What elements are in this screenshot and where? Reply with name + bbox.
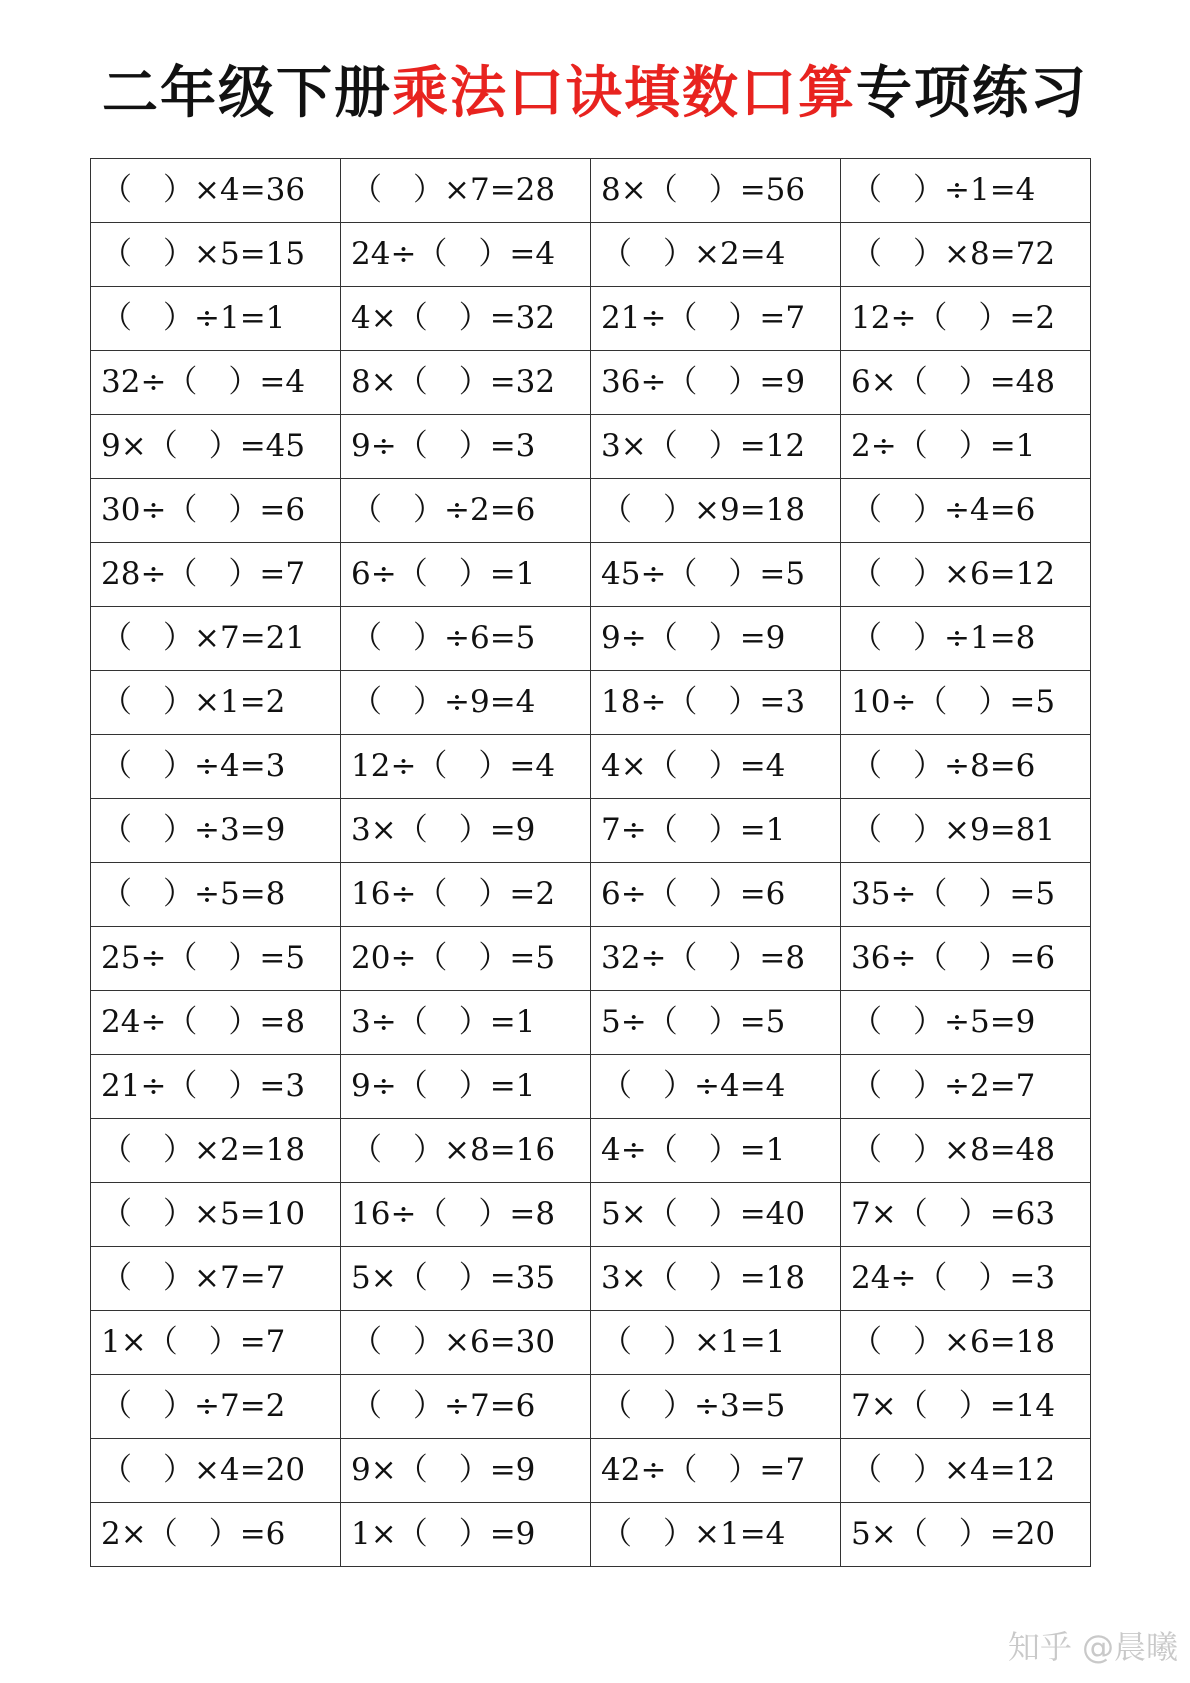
exercise-cell[interactable]: （ ）÷1=8 xyxy=(841,607,1091,671)
exercise-cell[interactable]: （ ）×5=10 xyxy=(91,1183,341,1247)
exercise-cell[interactable]: 42÷（ ）=7 xyxy=(591,1439,841,1503)
exercise-cell[interactable]: 6×（ ）=48 xyxy=(841,351,1091,415)
exercise-cell[interactable]: 4×（ ）=32 xyxy=(341,287,591,351)
exercise-cell[interactable]: 36÷（ ）=9 xyxy=(591,351,841,415)
exercise-cell[interactable]: （ ）×4=20 xyxy=(91,1439,341,1503)
exercise-cell[interactable]: （ ）÷9=4 xyxy=(341,671,591,735)
table-row xyxy=(91,543,1091,607)
exercise-cell[interactable]: （ ）×6=18 xyxy=(841,1311,1091,1375)
exercise-cell[interactable]: （ ）÷4=6 xyxy=(841,479,1091,543)
exercise-cell[interactable]: 5×（ ）=40 xyxy=(591,1183,841,1247)
exercise-cell[interactable]: 9×（ ）=9 xyxy=(341,1439,591,1503)
title-topic: 乘法口诀填数口算 xyxy=(392,61,856,126)
exercise-cell[interactable]: （ ）÷4=3 xyxy=(91,735,341,799)
exercise-cell[interactable]: 3×（ ）=9 xyxy=(341,799,591,863)
exercise-cell[interactable]: 5÷（ ）=5 xyxy=(591,991,841,1055)
table-row xyxy=(91,671,1091,735)
exercise-cell[interactable]: （ ）÷2=7 xyxy=(841,1055,1091,1119)
exercise-cell[interactable]: 21÷（ ）=7 xyxy=(591,287,841,351)
exercise-cell[interactable]: 10÷（ ）=5 xyxy=(841,671,1091,735)
exercise-cell[interactable]: 3×（ ）=12 xyxy=(591,415,841,479)
exercise-cell[interactable]: （ ）÷1=1 xyxy=(91,287,341,351)
page-title xyxy=(0,58,1190,130)
exercise-cell[interactable]: 35÷（ ）=5 xyxy=(841,863,1091,927)
table-row xyxy=(91,1119,1091,1183)
exercise-cell[interactable]: （ ）×4=36 xyxy=(91,159,341,223)
exercise-cell[interactable]: 18÷（ ）=3 xyxy=(591,671,841,735)
exercise-cell[interactable]: 25÷（ ）=5 xyxy=(91,927,341,991)
exercise-cell[interactable]: （ ）×9=81 xyxy=(841,799,1091,863)
exercise-cell[interactable]: （ ）÷4=4 xyxy=(591,1055,841,1119)
exercise-cell[interactable]: 36÷（ ）=6 xyxy=(841,927,1091,991)
exercise-cell[interactable]: 24÷（ ）=8 xyxy=(91,991,341,1055)
exercise-cell[interactable]: 8×（ ）=56 xyxy=(591,159,841,223)
exercise-cell[interactable]: 12÷（ ）=4 xyxy=(341,735,591,799)
exercise-cell[interactable]: 8×（ ）=32 xyxy=(341,351,591,415)
exercise-cell[interactable]: 2÷（ ）=1 xyxy=(841,415,1091,479)
exercise-cell[interactable]: 16÷（ ）=2 xyxy=(341,863,591,927)
exercise-cell[interactable]: （ ）÷6=5 xyxy=(341,607,591,671)
exercise-cell[interactable]: （ ）÷3=9 xyxy=(91,799,341,863)
table-row xyxy=(91,1311,1091,1375)
table-row xyxy=(91,479,1091,543)
exercise-cell[interactable]: 7×（ ）=14 xyxy=(841,1375,1091,1439)
table-row xyxy=(91,1439,1091,1503)
exercise-cell[interactable]: 6÷（ ）=1 xyxy=(341,543,591,607)
exercise-cell[interactable]: 16÷（ ）=8 xyxy=(341,1183,591,1247)
exercise-cell[interactable]: 6÷（ ）=6 xyxy=(591,863,841,927)
table-row xyxy=(91,607,1091,671)
title-grade: 二年级下册 xyxy=(102,61,392,126)
exercise-cell[interactable]: 3×（ ）=18 xyxy=(591,1247,841,1311)
exercise-cell[interactable]: 7÷（ ）=1 xyxy=(591,799,841,863)
table-row xyxy=(91,927,1091,991)
exercise-cell[interactable]: 30÷（ ）=6 xyxy=(91,479,341,543)
exercise-cell[interactable]: （ ）×8=72 xyxy=(841,223,1091,287)
exercise-cell[interactable]: 9÷（ ）=1 xyxy=(341,1055,591,1119)
table-row xyxy=(91,415,1091,479)
exercise-cell[interactable]: （ ）÷1=4 xyxy=(841,159,1091,223)
exercise-cell[interactable]: （ ）×8=16 xyxy=(341,1119,591,1183)
table-row xyxy=(91,1055,1091,1119)
exercise-table-body xyxy=(91,159,1091,1567)
exercise-cell[interactable]: （ ）×6=12 xyxy=(841,543,1091,607)
exercise-cell[interactable]: （ ）÷7=6 xyxy=(341,1375,591,1439)
exercise-cell[interactable]: （ ）×7=28 xyxy=(341,159,591,223)
exercise-cell[interactable]: 3÷（ ）=1 xyxy=(341,991,591,1055)
exercise-cell[interactable]: 4×（ ）=4 xyxy=(591,735,841,799)
exercise-cell[interactable]: （ ）÷3=5 xyxy=(591,1375,841,1439)
exercise-cell[interactable]: 7×（ ）=63 xyxy=(841,1183,1091,1247)
table-row xyxy=(91,1375,1091,1439)
exercise-cell[interactable]: 21÷（ ）=3 xyxy=(91,1055,341,1119)
exercise-cell[interactable]: 9÷（ ）=3 xyxy=(341,415,591,479)
table-row xyxy=(91,1503,1091,1567)
exercise-cell[interactable]: （ ）×9=18 xyxy=(591,479,841,543)
exercise-cell[interactable]: （ ）÷5=8 xyxy=(91,863,341,927)
exercise-cell[interactable]: 45÷（ ）=5 xyxy=(591,543,841,607)
table-row xyxy=(91,287,1091,351)
exercise-table xyxy=(90,158,1091,1567)
table-row xyxy=(91,351,1091,415)
table-row xyxy=(91,991,1091,1055)
exercise-cell[interactable]: 12÷（ ）=2 xyxy=(841,287,1091,351)
table-row xyxy=(91,735,1091,799)
exercise-cell[interactable]: （ ）×4=12 xyxy=(841,1439,1091,1503)
exercise-cell[interactable]: 28÷（ ）=7 xyxy=(91,543,341,607)
exercise-cell[interactable]: 24÷（ ）=3 xyxy=(841,1247,1091,1311)
exercise-cell[interactable]: 24÷（ ）=4 xyxy=(341,223,591,287)
table-row xyxy=(91,863,1091,927)
exercise-cell[interactable]: （ ）×7=21 xyxy=(91,607,341,671)
exercise-cell[interactable]: （ ）×1=2 xyxy=(91,671,341,735)
exercise-cell[interactable]: 2×（ ）=6 xyxy=(91,1503,341,1567)
table-row xyxy=(91,1183,1091,1247)
exercise-cell[interactable]: 20÷（ ）=5 xyxy=(341,927,591,991)
exercise-cell[interactable]: （ ）×1=4 xyxy=(591,1503,841,1567)
title-suffix: 专项练习 xyxy=(856,61,1088,126)
exercise-cell[interactable]: （ ）÷2=6 xyxy=(341,479,591,543)
exercise-cell[interactable]: 32÷（ ）=8 xyxy=(591,927,841,991)
exercise-cell[interactable]: 4÷（ ）=1 xyxy=(591,1119,841,1183)
exercise-cell[interactable]: （ ）÷5=9 xyxy=(841,991,1091,1055)
exercise-cell[interactable]: 1×（ ）=7 xyxy=(91,1311,341,1375)
exercise-cell[interactable]: （ ）×7=7 xyxy=(91,1247,341,1311)
table-row xyxy=(91,1247,1091,1311)
exercise-cell[interactable]: （ ）×2=18 xyxy=(91,1119,341,1183)
exercise-cell[interactable]: 1×（ ）=9 xyxy=(341,1503,591,1567)
table-row xyxy=(91,799,1091,863)
exercise-cell[interactable]: （ ）×8=48 xyxy=(841,1119,1091,1183)
exercise-cell[interactable]: （ ）×1=1 xyxy=(591,1311,841,1375)
exercise-cell[interactable]: 5×（ ）=20 xyxy=(841,1503,1091,1567)
exercise-cell[interactable]: （ ）÷8=6 xyxy=(841,735,1091,799)
watermark: 知乎 @晨曦 xyxy=(1007,1628,1178,1666)
exercise-cell[interactable]: 5×（ ）=35 xyxy=(341,1247,591,1311)
exercise-cell[interactable]: 9÷（ ）=9 xyxy=(591,607,841,671)
table-row xyxy=(91,159,1091,223)
table-row xyxy=(91,223,1091,287)
exercise-cell[interactable]: （ ）×5=15 xyxy=(91,223,341,287)
exercise-cell[interactable]: 9×（ ）=45 xyxy=(91,415,341,479)
exercise-cell[interactable]: （ ）×2=4 xyxy=(591,223,841,287)
exercise-cell[interactable]: （ ）÷7=2 xyxy=(91,1375,341,1439)
exercise-cell[interactable]: 32÷（ ）=4 xyxy=(91,351,341,415)
exercise-cell[interactable]: （ ）×6=30 xyxy=(341,1311,591,1375)
